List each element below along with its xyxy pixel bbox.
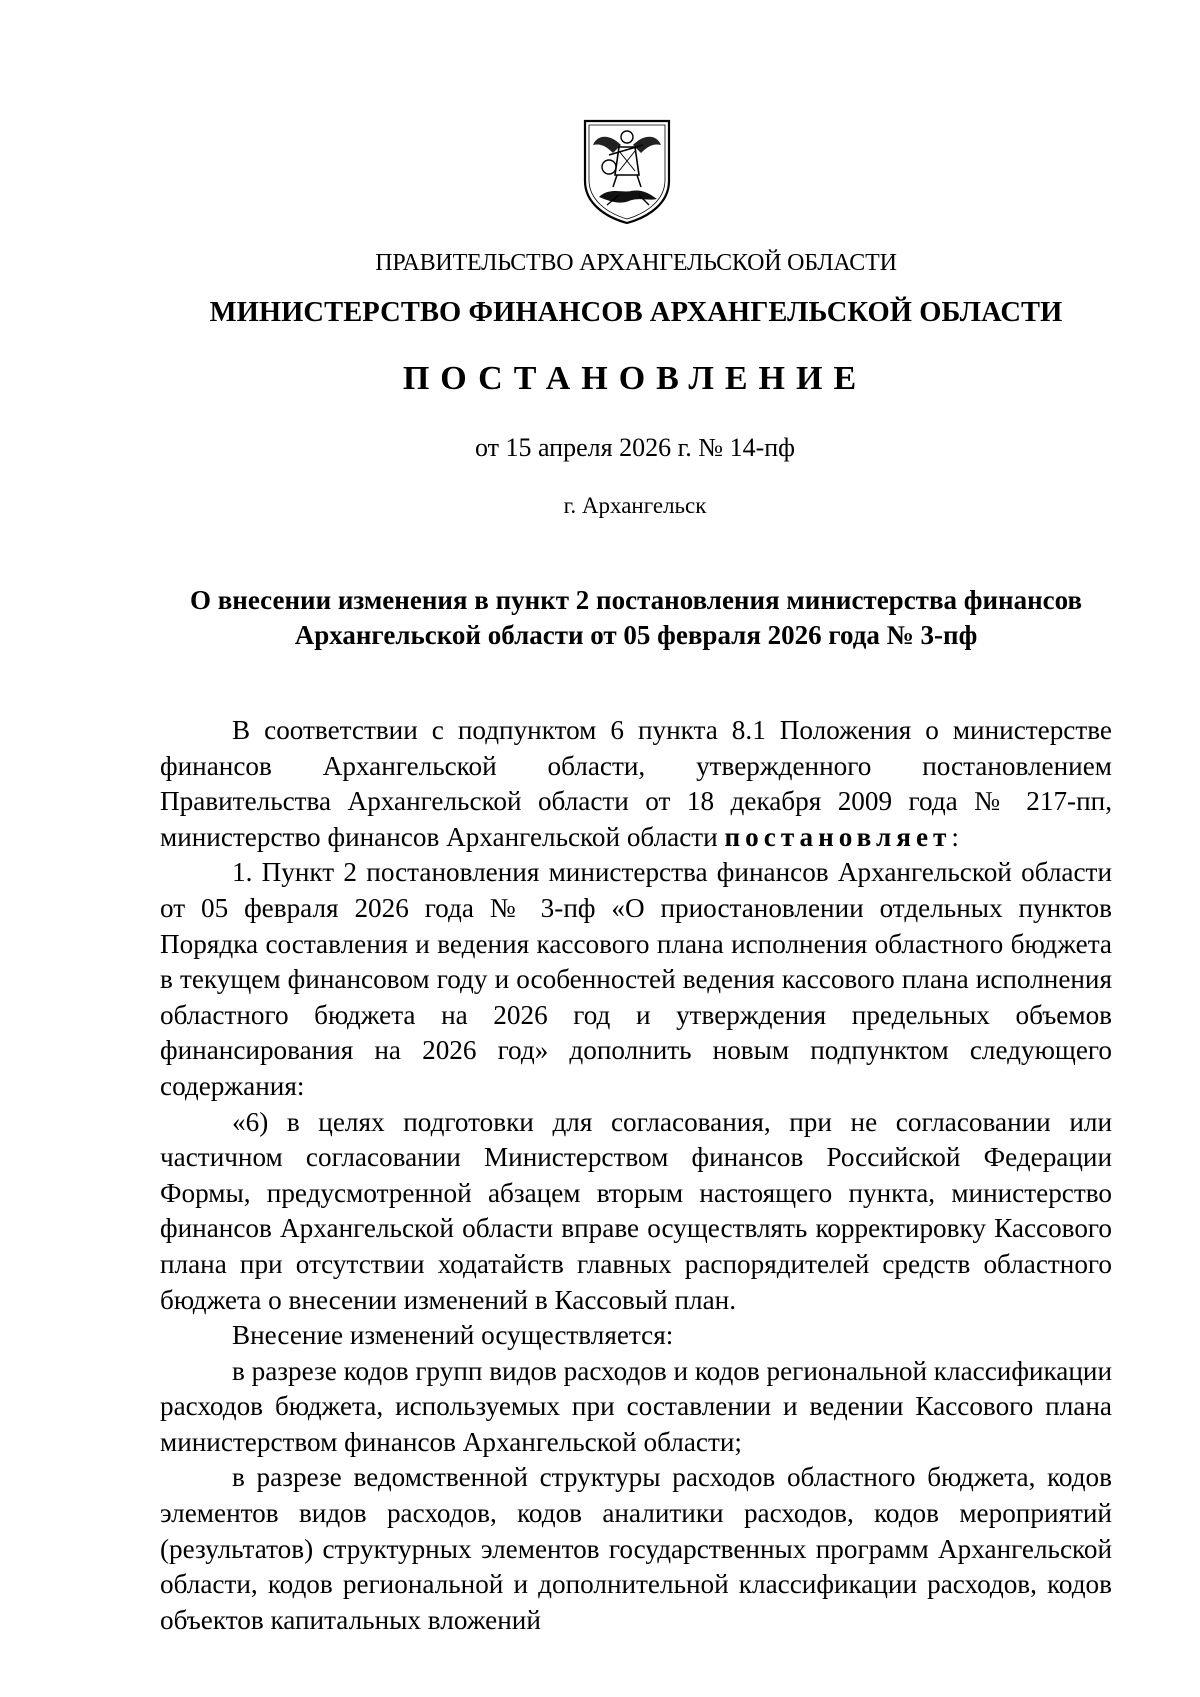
document-city: г. Архангельск <box>563 493 707 518</box>
paragraph-changes-intro: Внесение изменений осуществляется: <box>232 1320 674 1351</box>
title-line-1: О внесении изменения в пункт 2 постановления министерства финансов <box>189 585 1083 615</box>
preamble-text: В соответствии с подпунктом 6 пункта 8.1 Положения о министерстве финансов Архангельской области, утвержденного постановлением Правительства Архангельской области от 18 декабря 2009 года № 217-пп, министерство финансов Архангельской области <box>160 715 1112 852</box>
title-line-2: Архангельской области от 05 февраля 2026 года № 3-пф <box>294 620 978 650</box>
coat-of-arms-emblem <box>579 115 675 225</box>
document-type: ПОСТАНОВЛЕНИЕ <box>402 360 868 397</box>
preamble-colon: : <box>951 821 959 852</box>
paragraph-preamble <box>160 713 1112 855</box>
paragraph-changes-codes: в разрезе кодов групп видов расходов и кодов региональной классификации расходов бюджета, используемых при составлении и ведении Кассового плана министерством финансов Архангельской области; <box>160 1355 1112 1457</box>
document-date-number: от 15 апреля 2026 г. № 14-пф <box>474 433 796 462</box>
paragraph-subitem-6: «6) в целях подготовки для согласования, при не согласовании или частичном согласовании Министерством финансов Российской Федерации Формы, предусмотренной абзацем вторым настоящего пункта, министерство финансов Архангельской области вправе осуществлять корректировку Кассового плана при отсутствии ходатайств главных распорядителей средств областного бюджета о внесении изменений в Кассовый план. <box>160 1106 1112 1315</box>
document-title <box>160 583 1112 653</box>
paragraph-item-1: 1. Пункт 2 постановления министерства финансов Архангельской области от 05 февраля 2026 года № 3-пф «О приостановлении отдельных пунктов Порядка составления и ведения кассового плана исполнения областного бюджета в текущем финансовом году и особенностей ведения кассового плана исполнения областного бюджета на 2026 год и утверждения предельных объемов финансирования на 2026 год» дополнить новым подпунктом следующего содержания: <box>160 857 1112 1101</box>
government-name: ПРАВИТЕЛЬСТВО АРХАНГЕЛЬСКОЙ ОБЛАСТИ <box>375 250 897 276</box>
document-body <box>160 713 1112 1638</box>
ministry-name: МИНИСТЕРСТВО ФИНАНСОВ АРХАНГЕЛЬСКОЙ ОБЛАСТИ <box>209 297 1063 328</box>
archangel-coat-of-arms-icon <box>579 115 675 225</box>
paragraph-changes-structure: в разрезе ведомственной структуры расходов областного бюджета, кодов элементов видов расходов, кодов аналитики расходов, кодов мероприятий (результатов) структурных элементов государственных программ Архангельской области, кодов региональной и дополнительной классификации расходов, кодов объектов капитальных вложений <box>160 1462 1112 1635</box>
decree-word: постановляет <box>724 821 952 852</box>
